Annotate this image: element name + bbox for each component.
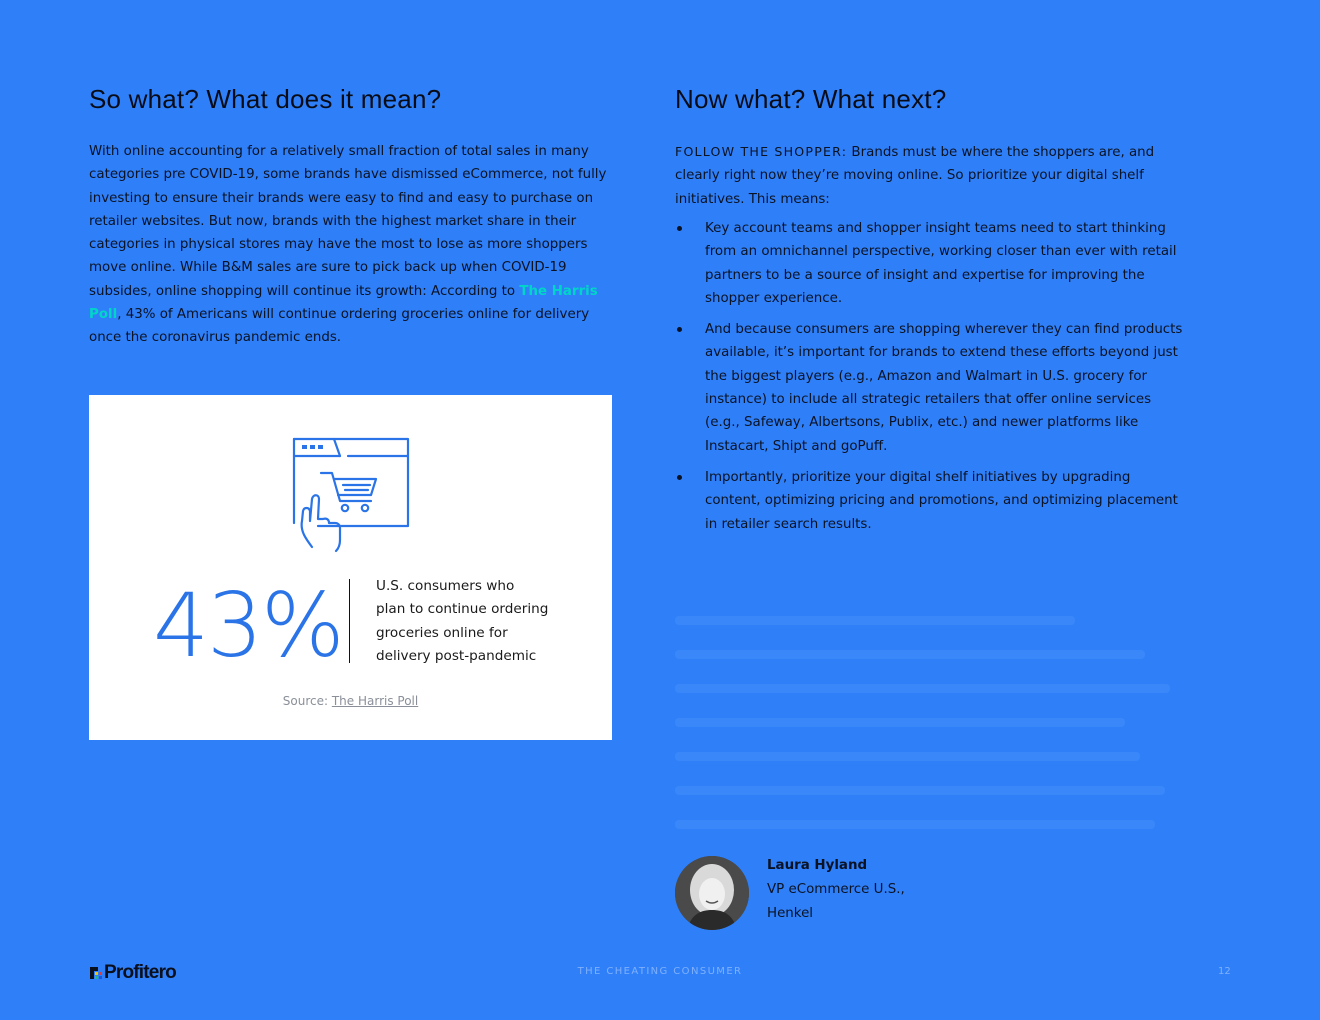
intro-caps: FOLLOW THE SHOPPER: [675,144,848,159]
quote-line [675,786,1165,795]
person-role [767,878,905,925]
quote-line [675,684,1170,693]
left-paragraph-text: With online accounting for a relatively small fraction of total sales in many categories pre COVID-19, some brands have dismissed eCommerce, not fully investing to ensure their brands were easy to find and easy to purchase on retailer websites. But now, brands with the highest market share in their categories in physical stores may have the most to lose as more shoppers move online. While B&M sales are sure to pick back up when COVID-19 subsides, online shopping will continue its growth: According to [89,144,607,299]
bullet-dot [677,327,682,332]
list-item-text: Importantly, prioritize your digital shelf initiatives by upgrading content, optimizing pricing and promotions, and optimizing placement in retailer search results. [705,469,1178,532]
left-heading: So what? What does it mean? [89,84,442,114]
quote-line [675,650,1145,659]
list-item [675,217,1190,310]
stat-description [376,575,548,669]
stat-source [89,694,612,708]
list-item [675,318,1190,458]
list-item [675,466,1190,536]
harris-poll-link[interactable]: The Harris Poll [89,283,598,323]
stat-line-1: U.S. consumers who [376,578,515,594]
person-role-line-2: Henkel [767,905,814,921]
faint-quote [675,616,1185,829]
list-item-text: And because consumers are shopping wherever they can find products available, it’s important for brands to extend these efforts beyond just the biggest players (e.g., Amazon and Walmart in U.S. grocery for instance) to include all strategic retailers that offer online services (e.g., Safeway, Albertsons, Publix, etc.) and newer platforms like Instacart, Shipt and goPuff. [705,322,1183,454]
left-paragraph [89,140,609,350]
right-heading: Now what? What next? [675,84,947,114]
profitero-logo-text: Profitero [104,962,176,983]
page-number: 12 [1218,966,1231,977]
bullet-dot [677,475,682,480]
portrait-photo [675,856,749,930]
quote-line [675,820,1155,829]
stat-line-3: groceries online for [376,624,508,641]
online-shopping-cart-icon [288,435,413,555]
list-item-text: Key account teams and shopper insight teams need to start thinking from an omnichannel perspective, working closer than ever with retail partners to be a source of insight and expertise for improving the shopper experience. [705,221,1177,306]
stat-line-2: plan to continue ordering [376,601,549,618]
quote-line [675,752,1140,761]
bullet-dot [677,226,682,231]
quote-line [675,616,1075,625]
next-steps-list [675,217,1190,544]
quote-line [675,718,1125,727]
source-label: Source: [282,694,332,708]
left-paragraph-text-end: , 43% of Americans will continue ordering groceries online for delivery once the coronavirus pandemic ends. [89,307,590,346]
person-name: Laura Hyland [767,858,868,873]
source-link[interactable]: The Harris Poll [331,694,419,708]
stat-line-4: delivery post-pandemic [376,648,537,665]
avatar [675,856,749,930]
person-role-line-1: VP eCommerce U.S., [767,882,905,897]
stat-divider [349,579,350,663]
right-intro [675,140,1185,211]
stat-percent: 43% [153,574,343,677]
stat-card [89,395,612,740]
footer-title: THE CHEATING CONSUMER [577,966,743,977]
intro-text: Brands must be where the shoppers are, and clearly right now they’re moving online. So prioritize your digital shelf initiatives. This means: [675,145,1155,207]
